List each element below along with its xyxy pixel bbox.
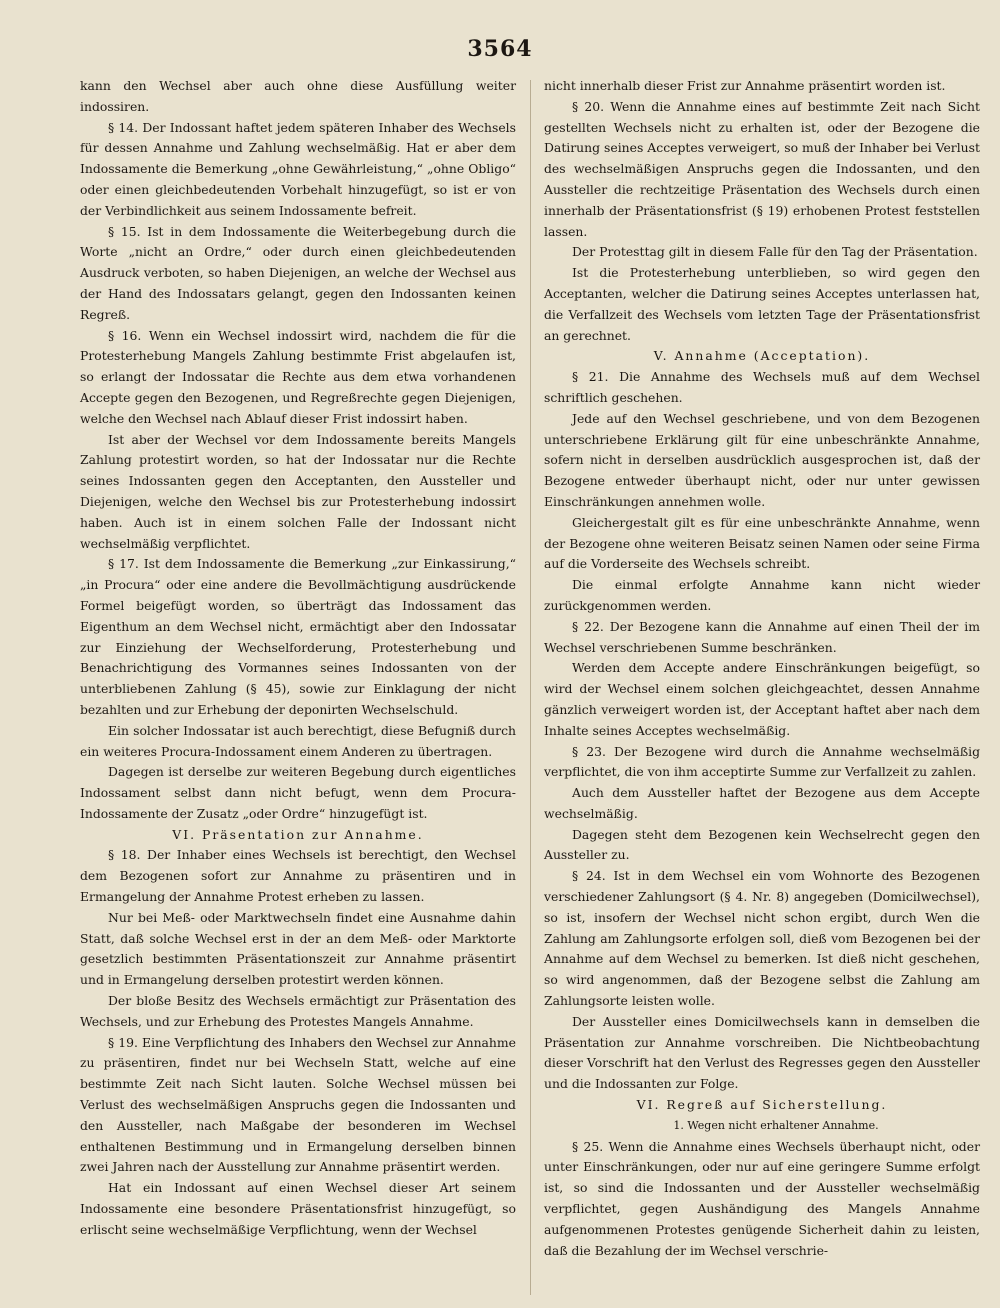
paragraph: Ein solcher Indossatar ist auch berechtigt, diese Befugniß durch ein weiteres Procura-Indossament einem Anderen zu übertragen. <box>80 722 516 759</box>
paragraph: § 16. Wenn ein Wechsel indossirt wird, nachdem die für die Protesterhebung Mangels Zahlung bestimmte Frist abgelaufen ist, so erlangt der Indossatar die Rechte aus dem etwa vorhandenen Accepte gegen den Bezogenen, und Regreßrechte gegen Diejenigen, welche den Wechsel nach Ablauf dieser Frist indossirt haben. <box>80 327 516 426</box>
section-heading: VI. Regreß auf Sicherstellung. <box>636 1097 888 1113</box>
left-column <box>80 76 516 1241</box>
right-column <box>544 76 980 1261</box>
paragraph: § 24. Ist in dem Wechsel ein vom Wohnorte des Bezogenen verschiedener Zahlungsort (§ 4. Nr. 8) angegeben (Domicilwechsel), so ist, insofern der Wechsel nicht schon ergibt, durch Wen die Zahlung am Zahlungsorte erfolgen soll, dieß vom Bezogenen bei der Annahme auf dem Wechsel zu bemerken. Ist dieß nicht geschehen, so wird angenommen, daß der Bezogene selbst die Zahlung am Zahlungsorte leisten wolle. <box>544 868 980 1009</box>
paragraph: Ist die Protesterhebung unterblieben, so wird gegen den Acceptanten, welcher die Datirung seines Acceptes unterlassen hat, die Verfallzeit des Wechsels vom letzten Tage der Präsentationsfrist an gerechnet. <box>544 265 980 343</box>
paragraph: § 19. Eine Verpflichtung des Inhabers den Wechsel zur Annahme zu präsentiren, findet nur bei Wechseln Statt, welche auf eine bestimmte Zeit nach Sicht lauten. Solche Wechsel müssen bei Verlust des wechselmäßigen Anspruchs gegen die Indossanten und den Aussteller, nach Maßgabe der besonderen im Wechsel enthaltenen Bestimmung und in Ermangelung derselben binnen zwei Jahren nach der Ausstellung zur Annahme präsentirt werden. <box>80 1034 516 1175</box>
paragraph: Jede auf den Wechsel geschriebene, und von dem Bezogenen unterschriebene Erklärung gilt für eine unbeschränkte Annahme, sofern nicht in derselben ausdrücklich ausgesprochen ist, daß der Bezogene entweder überhaupt nicht, oder nur unter gewissen Einschränkungen annehmen wolle. <box>544 410 980 509</box>
paragraph: Gleichergestalt gilt es für eine unbeschränkte Annahme, wenn der Bezogene ohne weiteren Beisatz seinen Namen oder seine Firma auf die Vorderseite des Wechsels schreibt. <box>544 514 980 572</box>
paragraph: § 25. Wenn die Annahme eines Wechsels überhaupt nicht, oder unter Einschränkungen, oder nur auf eine geringere Summe erfolgt ist, so sind die Indossanten und der Aussteller wechselmäßig verpflichtet, gegen Aushändigung des Mangels Annahme aufgenommenen Protestes genügende Sicherheit dahin zu leisten, daß die Bezahlung der im Wechsel verschrie- <box>544 1138 980 1258</box>
paragraph: § 15. Ist in dem Indossamente die Weiterbegebung durch die Worte „nicht an Ordre,“ oder durch einen gleichbedeutenden Ausdruck verboten, so haben Diejenigen, an welche der Wechsel aus der Hand des Indossatars gelangt, gegen den Indossanten keinen Regreß. <box>80 223 516 322</box>
section-heading: V. Annahme (Acceptation). <box>653 348 871 364</box>
paragraph: Auch dem Aussteller haftet der Bezogene aus dem Accepte wechselmäßig. <box>544 785 980 821</box>
paragraph: § 18. Der Inhaber eines Wechsels ist berechtigt, den Wechsel dem Bezogenen sofort zur Annahme zu präsentiren und in Ermangelung der Annahme Protest erheben zu lassen. <box>80 847 516 905</box>
paragraph: Nur bei Meß- oder Marktwechseln findet eine Ausnahme dahin Statt, daß solche Wechsel erst in der an dem Meß- oder Marktorte gesetzlich bestimmten Präsentationszeit zur Annahme präsentirt und in Ermangelung derselben protestirt werden können. <box>80 909 516 988</box>
section-heading: VI. Präsentation zur Annahme. <box>172 826 424 842</box>
paragraph: Dagegen ist derselbe zur weiteren Begebung durch eigentliches Indossament selbst dann nicht befugt, wenn dem Procura-Indossamente der Zusatz „oder Ordre“ hinzugefügt ist. <box>80 764 516 821</box>
paragraph: § 22. Der Bezogene kann die Annahme auf einen Theil der im Wechsel verschriebenen Summe beschränken. <box>544 618 980 655</box>
paragraph: Der bloße Besitz des Wechsels ermächtigt zur Präsentation des Wechsels, und zur Erhebung des Protestes Mangels Annahme. <box>80 993 516 1029</box>
paragraph: Der Aussteller eines Domicilwechsels kann in demselben die Präsentation zur Annahme vorschreiben. Die Nichtbeobachtung dieser Vorschrift hat den Verlust des Regresses gegen den Aussteller und die Indossanten zur Folge. <box>544 1013 980 1092</box>
paragraph: § 21. Die Annahme des Wechsels muß auf dem Wechsel schriftlich geschehen. <box>544 369 980 405</box>
paragraph: nicht innerhalb dieser Frist zur Annahme präsentirt worden ist. <box>544 78 946 93</box>
column-divider <box>530 80 531 1295</box>
paragraph: Ist aber der Wechsel vor dem Indossamente bereits Mangels Zahlung protestirt worden, so hat der Indossatar nur die Rechte seines Indossanten gegen den Acceptanten, den Aussteller und Diejenigen, welche den Wechsel bis zur Protesterhebung indossirt haben. Auch ist in einem solchen Falle der Indossant nicht wechselmäßig verpflichtet. <box>80 431 516 551</box>
paragraph: Der Protesttag gilt in diesem Falle für den Tag der Präsentation. <box>572 244 978 260</box>
page-number: 3564 <box>467 36 533 62</box>
paragraph: § 23. Der Bezogene wird durch die Annahme wechselmäßig verpflichtet, die von ihm acceptirte Summe zur Verfallzeit zu zahlen. <box>544 743 980 780</box>
paragraph: § 17. Ist dem Indossamente die Bemerkung „zur Einkassirung,“ „in Procura“ oder eine andere die Bevollmächtigung ausdrückende Formel beigefügt worden, so überträgt das Indossament das Eigenthum an dem Wechsel nicht, ermächtigt aber den Indossatar zur Einziehung der Wechselforderung, Protesterhebung und Benachrichtigung des Vormannes seines Indossanten von der unterbliebenen Zahlung (§ 45), sowie zur Einklagung der nicht bezahlten und zur Erhebung der deponirten Wechselschuld. <box>80 556 516 717</box>
paragraph: § 14. Der Indossant haftet jedem späteren Inhaber des Wechsels für dessen Annahme und Zahlung wechselmäßig. Hat er aber dem Indossamente die Bemerkung „ohne Gewährleistung,“ „ohne Obligo“ oder einen gleichbedeutenden Vorbehalt hinzugefügt, so ist er von der Verbindlichkeit aus seinem Indossamente befreit. <box>80 119 516 218</box>
paragraph: kann den Wechsel aber auch ohne diese Ausfüllung weiter indossiren. <box>80 78 516 114</box>
paragraph: Hat ein Indossant auf einen Wechsel dieser Art seinem Indossamente eine besondere Präsentationsfrist hinzugefügt, so erlischt seine wechselmäßige Verpflichtung, wenn der Wechsel <box>80 1180 516 1237</box>
paragraph: Die einmal erfolgte Annahme kann nicht wieder zurückgenommen werden. <box>544 577 980 613</box>
paragraph: Dagegen steht dem Bezogenen kein Wechselrecht gegen den Aussteller zu. <box>544 826 980 863</box>
section-subheading: 1. Wegen nicht erhaltener Annahme. <box>673 1118 879 1132</box>
paragraph: Werden dem Accepte andere Einschränkungen beigefügt, so wird der Wechsel einem solchen gleichgeachtet, dessen Annahme gänzlich verweigert worden ist, der Acceptant haftet aber nach dem Inhalte seines Acceptes wechselmäßig. <box>544 660 980 738</box>
paragraph: § 20. Wenn die Annahme eines auf bestimmte Zeit nach Sicht gestellten Wechsels nicht zu erhalten ist, oder der Bezogene die Datirung seines Acceptes verweigert, so muß der Inhaber bei Verlust des wechselmäßigen Anspruchs gegen die Indossanten, und den Aussteller die rechtzeitige Präsentation des Wechsels durch einen innerhalb der Präsentationsfrist (§ 19) erhobenen Protest feststellen lassen. <box>544 98 980 239</box>
